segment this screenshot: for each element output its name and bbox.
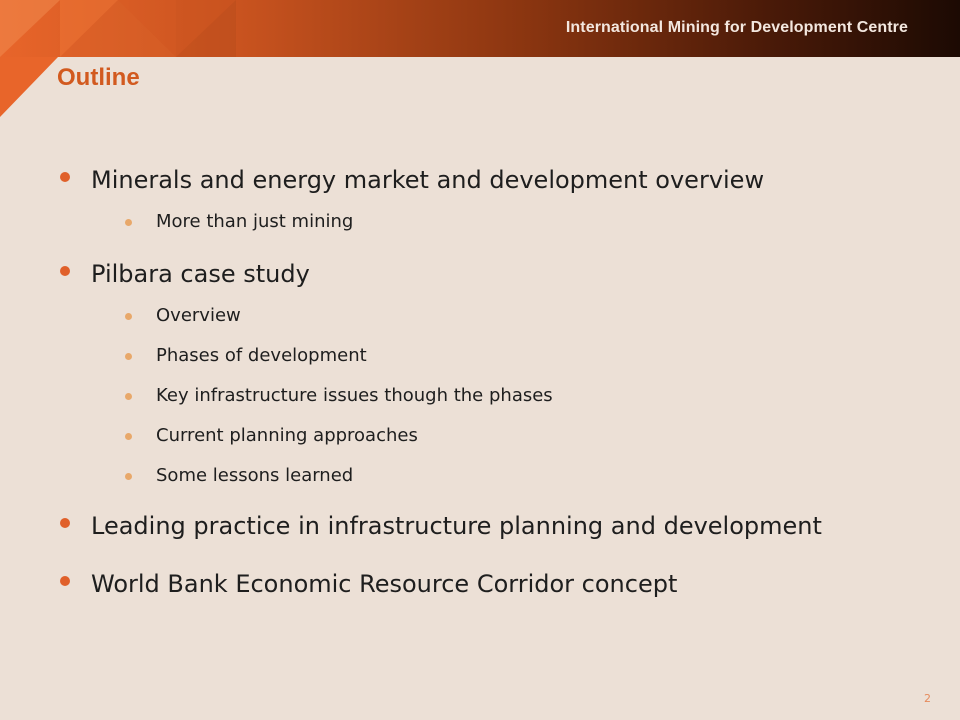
bullet-item xyxy=(60,256,940,496)
sub-bullet-text: Current planning approaches xyxy=(156,425,418,446)
bullet-dot-icon xyxy=(60,576,70,586)
sub-bullet-dot-icon xyxy=(125,219,132,226)
bullet-item xyxy=(60,508,940,544)
bullet-dot-icon xyxy=(60,518,70,528)
sub-bullet-dot-icon xyxy=(125,393,132,400)
sub-bullet-text: Phases of development xyxy=(156,345,367,366)
sub-bullet-item xyxy=(91,416,940,456)
sub-bullet-text: Some lessons learned xyxy=(156,465,354,486)
sub-bullet-dot-icon xyxy=(125,473,132,480)
sub-bullet-item xyxy=(91,296,940,336)
page-number: 2 xyxy=(924,692,931,705)
sub-bullet-list xyxy=(91,202,940,242)
organization-name: International Mining for Development Centre xyxy=(565,19,908,36)
sub-bullet-dot-icon xyxy=(125,353,132,360)
header-bar xyxy=(0,0,960,57)
sub-bullet-dot-icon xyxy=(125,433,132,440)
sub-bullet-text: Key infrastructure issues though the phases xyxy=(156,385,553,406)
slide-title: Outline xyxy=(57,64,140,91)
bullet-dot-icon xyxy=(60,266,70,276)
sub-bullet-text: More than just mining xyxy=(156,211,354,232)
bullet-item xyxy=(60,566,940,602)
sub-bullet-item xyxy=(91,336,940,376)
bullet-text: World Bank Economic Resource Corridor concept xyxy=(91,570,678,598)
sub-bullet-item xyxy=(91,456,940,496)
bullet-text: Pilbara case study xyxy=(91,260,310,288)
sub-bullet-text: Overview xyxy=(156,305,241,326)
bullet-text: Leading practice in infrastructure planning and development xyxy=(91,512,822,540)
bullet-text: Minerals and energy market and development overview xyxy=(91,166,765,194)
bullet-item xyxy=(60,162,940,242)
bullet-list xyxy=(60,162,940,602)
bullet-dot-icon xyxy=(60,172,70,182)
sub-bullet-item xyxy=(91,202,940,242)
corner-accent xyxy=(0,57,60,119)
sub-bullet-list xyxy=(91,296,940,496)
sub-bullet-item xyxy=(91,376,940,416)
sub-bullet-dot-icon xyxy=(125,313,132,320)
